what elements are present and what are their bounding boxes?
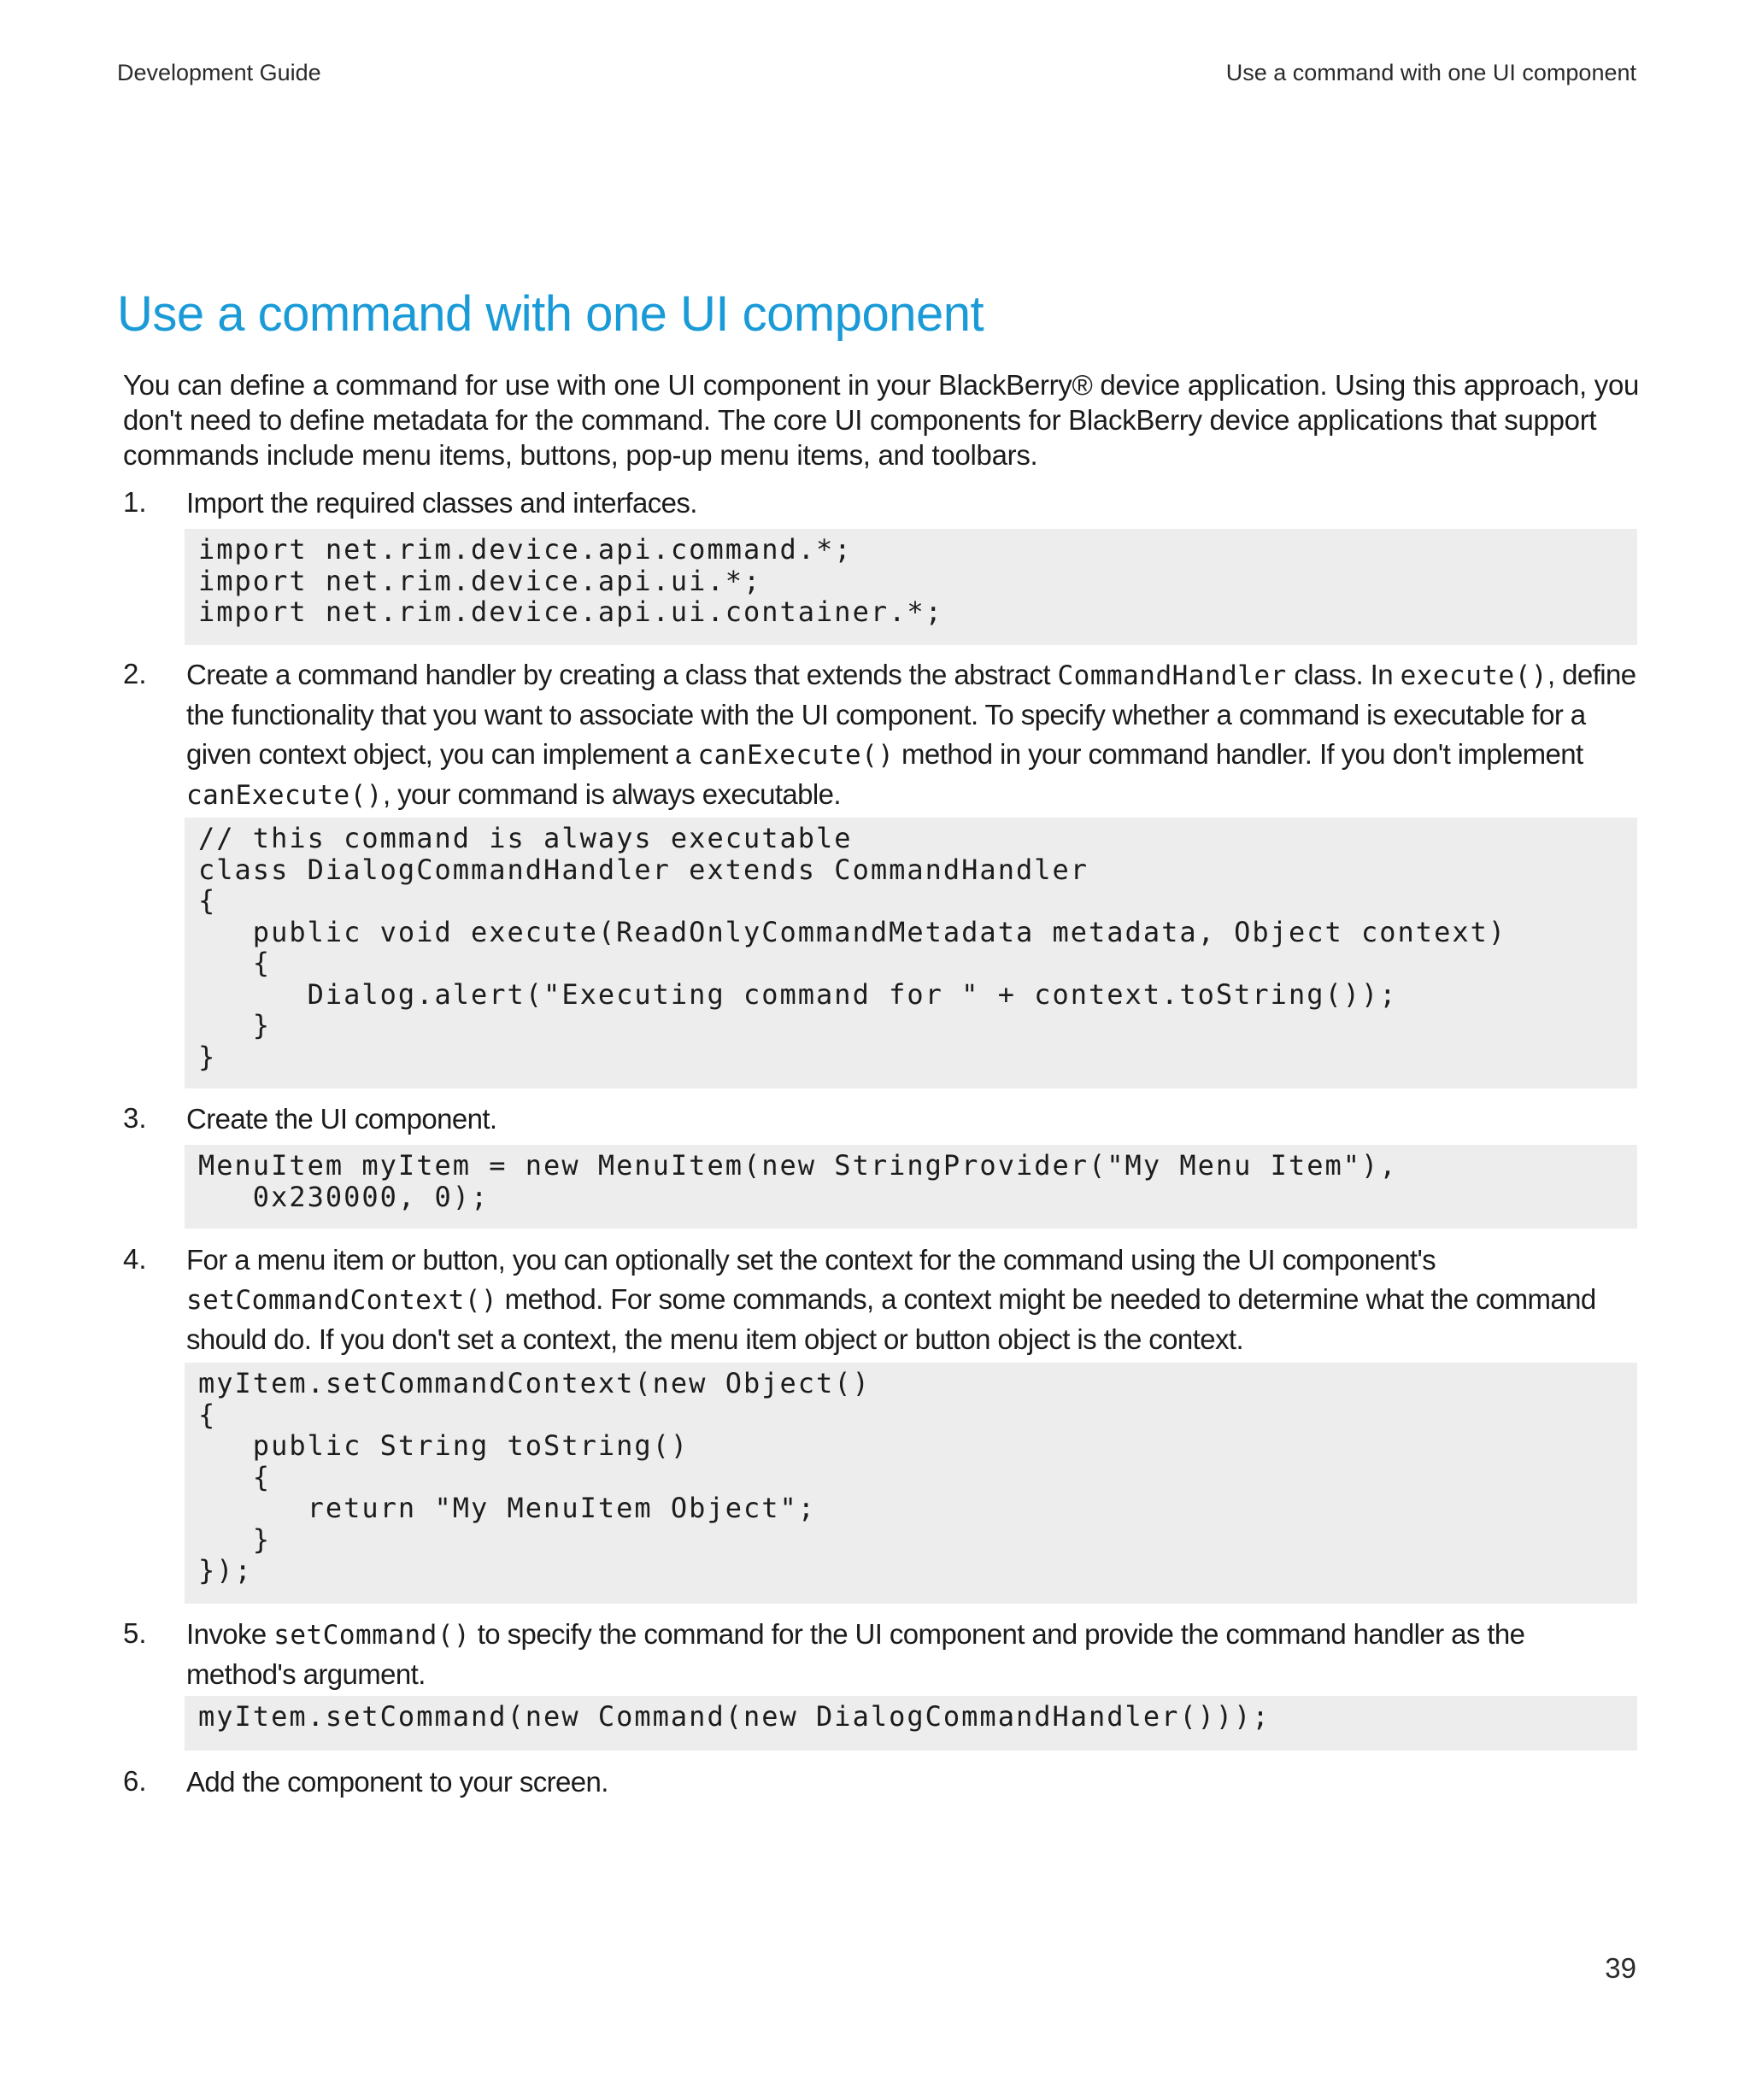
step-number: 5. [123,1617,147,1649]
step-number: 2. [123,658,147,689]
page-number: 39 [1605,1952,1636,1984]
step-text: Create the UI component. [186,1103,497,1135]
page-title: Use a command with one UI component [117,286,984,342]
step-text: Create a command handler by creating a class that extends the abstract CommandHandler class. In execute(), define the functionality that you want to associate with the UI component. To specify whether a command is executable for a given context object, you can implement a canExecute() method in your command handler. If you don't implement canExecute(), your command is always executable. [186,659,1636,811]
code-block: myItem.setCommand(new Command(new DialogCommandHandler())); [185,1696,1637,1751]
step-number: 1. [123,486,147,518]
step-number: 3. [123,1102,147,1134]
code-block: myItem.setCommandContext(new Object() { public String toString() { return "My MenuItem Object"; } }); [185,1363,1637,1604]
code-block: // this command is always executable class DialogCommandHandler extends CommandHandler { public void execute(ReadOnlyCommandMetadata metadata, Object context) { Dialog.alert("Executing command for " + context.toString()); } } [185,818,1637,1088]
step-text: Invoke setCommand() to specify the command for the UI component and provide the command handler as the method's argument. [186,1618,1525,1690]
code-block: import net.rim.device.api.command.*; import net.rim.device.api.ui.*; import net.rim.device.api.ui.container.*; [185,529,1637,645]
step-text: Import the required classes and interfaces. [186,487,697,519]
step-number: 4. [123,1243,147,1275]
intro-paragraph: You can define a command for use with one UI component in your BlackBerry® device application. Using this approach, you don't need to define metadata for the command. The core UI components for BlackBerry device applications that support commands include menu items, buttons, pop-up menu items, and toolbars. [123,369,1640,471]
step-text: For a menu item or button, you can optionally set the context for the command using the UI component's setCommandContext() method. For some commands, a context might be needed to determine what the command should do. If you don't set a context, the menu item object or button object is the context. [186,1244,1596,1355]
step-text: Add the component to your screen. [186,1766,608,1798]
running-header-right: Use a command with one UI component [1225,60,1636,85]
step-number: 6. [123,1765,147,1797]
running-header-left: Development Guide [117,60,321,85]
code-block: MenuItem myItem = new MenuItem(new StringProvider("My Menu Item"), 0x230000, 0); [185,1145,1637,1229]
